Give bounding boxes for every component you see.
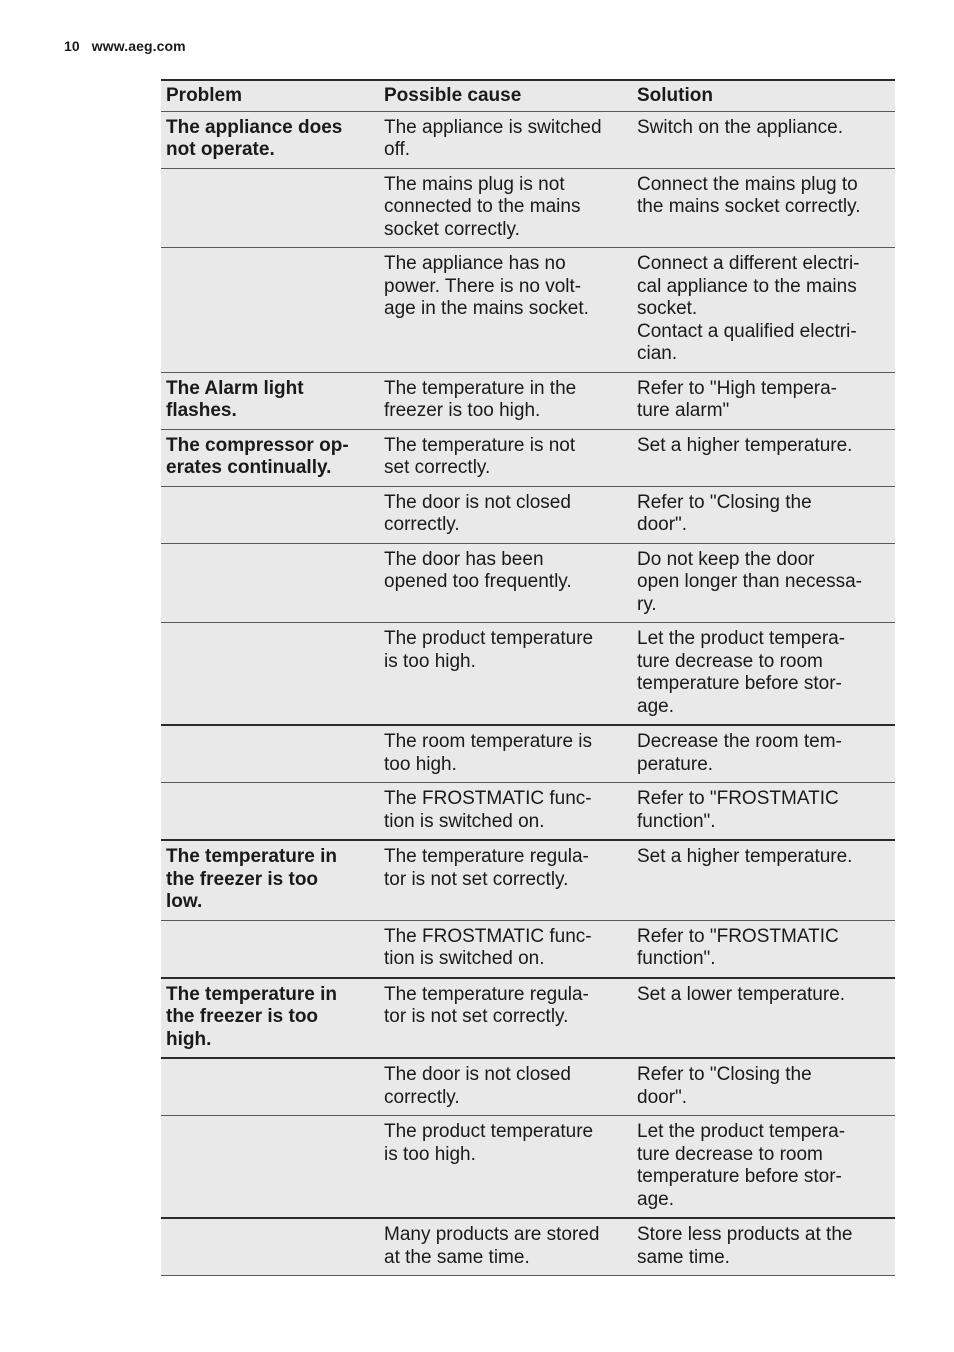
text-line: function".	[637, 810, 716, 832]
text-line: The FROSTMATIC func-	[384, 788, 592, 809]
text-line: freezer is too high.	[384, 400, 541, 421]
text-line: correctly.	[384, 1086, 460, 1108]
text-line: Store less products at the	[637, 1224, 853, 1245]
table-row	[161, 783, 895, 841]
text-line: Set a lower temperature.	[637, 983, 846, 1005]
text-line: tion is switched on.	[384, 810, 545, 832]
problem-cell	[161, 174, 379, 242]
text-line: The door has been	[384, 548, 544, 570]
text-line: The door is not closed	[384, 491, 571, 513]
text-line: Do not keep the door	[637, 548, 815, 570]
solution-cell	[632, 1224, 895, 1269]
table-row	[161, 544, 895, 624]
text-line: Refer to "FROSTMATIC	[637, 788, 839, 809]
text-line: The appliance does	[166, 116, 343, 138]
text-line: The mains plug is not	[384, 173, 565, 195]
text-line: Refer to "Closing the	[637, 1064, 812, 1085]
text-line: The temperature in the	[384, 377, 577, 399]
solution-cell	[632, 117, 895, 162]
text-line: function".	[637, 948, 716, 969]
text-line: high.	[166, 1028, 212, 1050]
solution-cell	[632, 926, 895, 971]
text-line: same time.	[637, 1246, 730, 1268]
text-line: Let the product tempera-	[637, 1121, 846, 1142]
text-line: tor is not set correctly.	[384, 868, 569, 890]
text-line: cal appliance to the mains	[637, 275, 857, 297]
text-line: at the same time.	[384, 1246, 530, 1268]
text-line: The product temperature	[384, 1121, 594, 1142]
table-row	[161, 430, 895, 487]
solution-cell	[632, 628, 895, 718]
text-line: The product temperature	[384, 628, 594, 649]
cause-cell	[379, 926, 632, 971]
problem-cell	[161, 117, 379, 162]
table-row	[161, 1116, 895, 1219]
text-line: The Alarm light	[166, 377, 304, 399]
table-row	[161, 373, 895, 430]
problem-cell	[161, 846, 379, 914]
text-line: erates continually.	[166, 457, 332, 478]
text-line: connected to the mains	[384, 196, 581, 217]
problem-cell	[161, 253, 379, 366]
solution-cell	[632, 1121, 895, 1211]
solution-cell	[632, 788, 895, 833]
table-header-row	[161, 81, 895, 112]
text-line: ture alarm"	[637, 400, 730, 421]
text-line: off.	[384, 139, 411, 160]
cause-cell	[379, 435, 632, 480]
table-row	[161, 248, 895, 373]
text-line: low.	[166, 891, 203, 912]
solution-cell	[632, 846, 895, 914]
page-header	[64, 38, 186, 54]
cause-cell	[379, 1121, 632, 1211]
table-row	[161, 841, 895, 921]
text-line: The temperature in	[166, 846, 338, 867]
problem-cell	[161, 492, 379, 537]
cause-cell	[379, 984, 632, 1052]
table-row	[161, 1059, 895, 1116]
page-number: 10	[64, 38, 80, 54]
text-line: temperature before stor-	[637, 673, 842, 694]
text-line: is too high.	[384, 1143, 476, 1165]
table-row	[161, 1219, 895, 1276]
text-line: Connect the mains plug to	[637, 173, 858, 195]
text-line: ture decrease to room	[637, 1143, 823, 1165]
solution-cell	[632, 731, 895, 776]
solution-cell	[632, 984, 895, 1052]
cause-cell	[379, 1064, 632, 1109]
text-line: The temperature is not	[384, 434, 576, 456]
text-line: door".	[637, 1086, 688, 1108]
text-line: flashes.	[166, 400, 237, 421]
text-line: perature.	[637, 753, 714, 775]
text-line: cian.	[637, 343, 678, 364]
text-line: Decrease the room tem-	[637, 731, 842, 752]
text-line: too high.	[384, 753, 457, 775]
cause-cell	[379, 174, 632, 242]
solution-cell	[632, 435, 895, 480]
text-line: The appliance is switched	[384, 116, 602, 138]
table-row	[161, 921, 895, 979]
text-line: Many products are stored	[384, 1224, 600, 1245]
cause-cell	[379, 788, 632, 833]
text-line: ry.	[637, 593, 657, 615]
solution-cell	[632, 253, 895, 366]
text-line: set correctly.	[384, 457, 491, 478]
text-line: not operate.	[166, 139, 275, 160]
text-line: age in the mains socket.	[384, 298, 589, 319]
text-line: The temperature regula-	[384, 846, 589, 867]
text-line: socket.	[637, 298, 698, 319]
problem-cell	[161, 1224, 379, 1269]
problem-cell	[161, 1064, 379, 1109]
cause-cell	[379, 117, 632, 162]
text-line: the freezer is too	[166, 1006, 319, 1027]
text-line: Switch on the appliance.	[637, 116, 843, 138]
table-row	[161, 623, 895, 726]
text-line: Refer to "Closing the	[637, 491, 812, 513]
text-line: The temperature in	[166, 983, 338, 1005]
text-line: Refer to "High tempera-	[637, 377, 837, 399]
cause-cell	[379, 731, 632, 776]
text-line: socket correctly.	[384, 218, 520, 240]
text-line: The compressor op-	[166, 434, 349, 456]
problem-cell	[161, 628, 379, 718]
text-line: the freezer is too	[166, 868, 319, 890]
text-line: age.	[637, 1188, 674, 1210]
text-line: tion is switched on.	[384, 948, 545, 969]
problem-cell	[161, 984, 379, 1052]
text-line: age.	[637, 695, 674, 717]
cause-cell	[379, 628, 632, 718]
text-line: The room temperature is	[384, 731, 593, 752]
table-row	[161, 112, 895, 169]
text-line: The appliance has no	[384, 253, 566, 274]
table-row	[161, 979, 895, 1060]
problem-cell	[161, 926, 379, 971]
text-line: door".	[637, 514, 688, 535]
troubleshooting-table	[161, 79, 895, 1276]
cause-cell	[379, 1224, 632, 1269]
column-header-problem: Problem	[166, 85, 243, 106]
problem-cell	[161, 378, 379, 423]
text-line: open longer than necessa-	[637, 571, 862, 592]
column-header-cause: Possible cause	[384, 85, 522, 106]
problem-cell	[161, 731, 379, 776]
text-line: correctly.	[384, 514, 460, 535]
text-line: the mains socket correctly.	[637, 196, 861, 217]
text-line: is too high.	[384, 650, 476, 672]
table-row	[161, 169, 895, 249]
text-line: Connect a different electri-	[637, 253, 860, 274]
problem-cell	[161, 549, 379, 617]
text-line: The temperature regula-	[384, 983, 589, 1005]
solution-cell	[632, 492, 895, 537]
text-line: temperature before stor-	[637, 1166, 842, 1187]
cause-cell	[379, 492, 632, 537]
cause-cell	[379, 378, 632, 423]
text-line: Contact a qualified electri-	[637, 320, 857, 342]
solution-cell	[632, 174, 895, 242]
text-line: Refer to "FROSTMATIC	[637, 925, 839, 947]
problem-cell	[161, 1121, 379, 1211]
cause-cell	[379, 253, 632, 366]
solution-cell	[632, 378, 895, 423]
cause-cell	[379, 549, 632, 617]
text-line: Let the product tempera-	[637, 628, 846, 649]
table-row	[161, 487, 895, 544]
text-line: Set a higher temperature.	[637, 846, 853, 867]
text-line: power. There is no volt-	[384, 275, 582, 297]
table-row	[161, 726, 895, 783]
cause-cell	[379, 846, 632, 914]
text-line: opened too frequently.	[384, 571, 572, 592]
text-line: The door is not closed	[384, 1064, 571, 1085]
text-line: tor is not set correctly.	[384, 1006, 569, 1027]
text-line: Set a higher temperature.	[637, 434, 853, 456]
solution-cell	[632, 1064, 895, 1109]
column-header-solution: Solution	[637, 85, 713, 106]
text-line: The FROSTMATIC func-	[384, 925, 592, 947]
problem-cell	[161, 435, 379, 480]
text-line: ture decrease to room	[637, 650, 823, 672]
solution-cell	[632, 549, 895, 617]
site-url: www.aeg.com	[91, 38, 186, 54]
problem-cell	[161, 788, 379, 833]
